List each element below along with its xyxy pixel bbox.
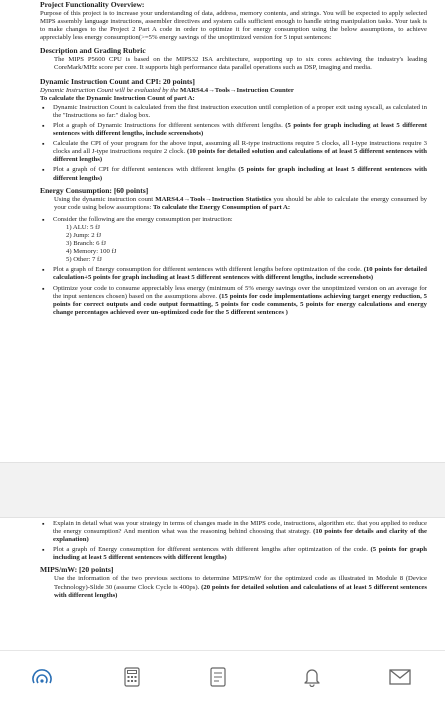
explain-list xyxy=(40,520,427,562)
energy-tool-path: MARS4.4→Tools→Instruction Statistics xyxy=(155,195,272,203)
energy-cost-item: 3) Branch: 6 fJ xyxy=(66,240,106,248)
energy-heading: Energy Consumption: [60 points] xyxy=(40,185,149,195)
overview-heading: Project Functionality Overview: xyxy=(40,0,145,9)
list-item: ▪ Consider the following are the energy consumption per instruction: 1) ALU: 5 fJ 2) Jump: 2 fJ 3) Branch: 6 fJ 4) Memory: 100 fJ 5) Other: 7 fJ xyxy=(40,216,427,265)
bottom-toolbar xyxy=(0,650,445,701)
dic-heading: Dynamic Instruction Count and CPI: 20 points] xyxy=(40,76,195,86)
mail-button[interactable] xyxy=(388,665,412,689)
read-aloud-button[interactable] xyxy=(30,665,54,689)
list-item: ▪ Dynamic Instruction Count is calculated from the first instruction execution until completion of a proper exit using syscall, as calculated in the "Instructions so far:" dialog box. xyxy=(40,104,427,120)
document-page-2 xyxy=(0,520,445,650)
list-item: ▪ Plot a graph of CPI for different sentences with different lengths (5 points for graph including at least 5 different sentences with different lengths) xyxy=(40,166,427,182)
mips-heading: MIPS/mW: [20 points] xyxy=(40,565,114,575)
mail-icon xyxy=(389,669,411,685)
calculator-button[interactable] xyxy=(120,665,144,689)
dic-italic-term: Dynamic Instruction Count xyxy=(40,86,114,94)
notifications-button[interactable] xyxy=(300,665,324,689)
dic-tool-path: MARS4.4→Tools→Instruction Counter xyxy=(180,86,294,94)
bell-icon xyxy=(303,667,321,687)
list-item: ▪ Plot a graph of Energy consumption for different sentences with different lengths before optimization of the code. (10 points for detailed calculation+5 points for graph including at least 5 different sentences with different lengths, include screenshots) xyxy=(40,266,427,282)
mips-paragraph: Use the information of the two previous sections to determine MIPS/mW for the optimized code as illustrated in Module 8 (Device Technology)-Slide 30 (assume Clock Cycle is 400ps). (20 points for detailed solution and calculations of at least 5 different sentences with different lengths) xyxy=(54,575,428,599)
energy-cost-list xyxy=(53,224,427,264)
list-item: ▪ Optimize your code to consume appreciably less energy (minimum of 5% energy savings over the unoptimized version on an average for the input sentences chosen) based on the assumptions above. (15 points for code implementations achieving target energy reduction, 5 points for correct outputs and code output formatting, 5 points for code comments, 5 points for energy calculations and energy change percentages achieved over un-optimized code for the 5 different sentences ) xyxy=(40,285,427,317)
energy-cost-item: 5) Other: 7 fJ xyxy=(66,256,102,264)
document-icon xyxy=(210,667,226,687)
dic-subheading: To calculate the Dynamic Instruction Count of part A: xyxy=(40,94,195,102)
list-item: ▪ Plot a graph of Dynamic Instructions for different sentences with different lengths. (5 points for graph including at least 5 different sentences with different lengths, include screenshots) xyxy=(40,122,427,138)
energy-list xyxy=(40,216,427,317)
energy-cost-item: 4) Memory: 100 fJ xyxy=(66,248,117,256)
list-item: ▪ Explain in detail what was your strategy in terms of changes made in the MIPS code, instructions, algorithm etc. that you applied to reduce the energy consumption? And mention what was the reasoning behind choosing that strategy. (10 points for details and clarity of the explanation) xyxy=(40,520,427,544)
overview-paragraph: Purpose of this project is to increase your understanding of data, address, memory contents, and strings. You will be expected to apply selected MIPS assembly language instructions, assembler directives and system calls sufficient enough to handle string manipulation tasks. Your task is to make changes to the Project 2 Part A code in order to optimize it for energy consumption using the below assumptions, to achieve appreciably less energy consumption(>=5% energy savings of the unoptimized version for 5 input sentences: xyxy=(40,10,427,42)
document-button[interactable] xyxy=(206,665,230,689)
energy-intro: Using the dynamic instruction count MARS4.4→Tools→Instruction Statistics you should be able to calculate the energy consumed by your code using below assumptions: To calculate the Energy Consumption of part A: xyxy=(54,195,428,211)
energy-cost-item: 2) Jump: 2 fJ xyxy=(66,231,102,239)
energy-subheading: To calculate the Energy Consumption of part A: xyxy=(153,203,291,211)
description-heading: Description and Grading Rubric xyxy=(40,46,146,56)
dic-list xyxy=(40,104,427,183)
dic-intro xyxy=(40,87,427,103)
description-paragraph: The MIPS P5600 CPU is based on the MIPS32 ISA architecture, supporting up to six cores achieving the industry's leading CoreMark/MHz score per core. It supports high performance data parallel operations such as DSP, imaging and media. xyxy=(54,56,427,72)
calculator-icon xyxy=(124,667,140,687)
list-item: ▪ Calculate the CPI of your program for the above input, assuming all R-type instructions require 5 clocks, all I-type instructions require 3 clocks and all J-type instructions require 2 clock. (10 points for detailed solution and calculations of at least 5 different sentences with different lengths) xyxy=(40,140,427,164)
list-item: ▪ Plot a graph of Energy consumption for different sentences with different lengths after optimization of the code. (5 points for graph including at least 5 different sentences with different lengths) xyxy=(40,546,427,562)
read-aloud-icon xyxy=(31,668,53,686)
page-break xyxy=(0,462,445,518)
dic-intro-text: will be evaluated by the xyxy=(113,86,181,94)
energy-cost-item: 1) ALU: 5 fJ xyxy=(66,223,100,231)
